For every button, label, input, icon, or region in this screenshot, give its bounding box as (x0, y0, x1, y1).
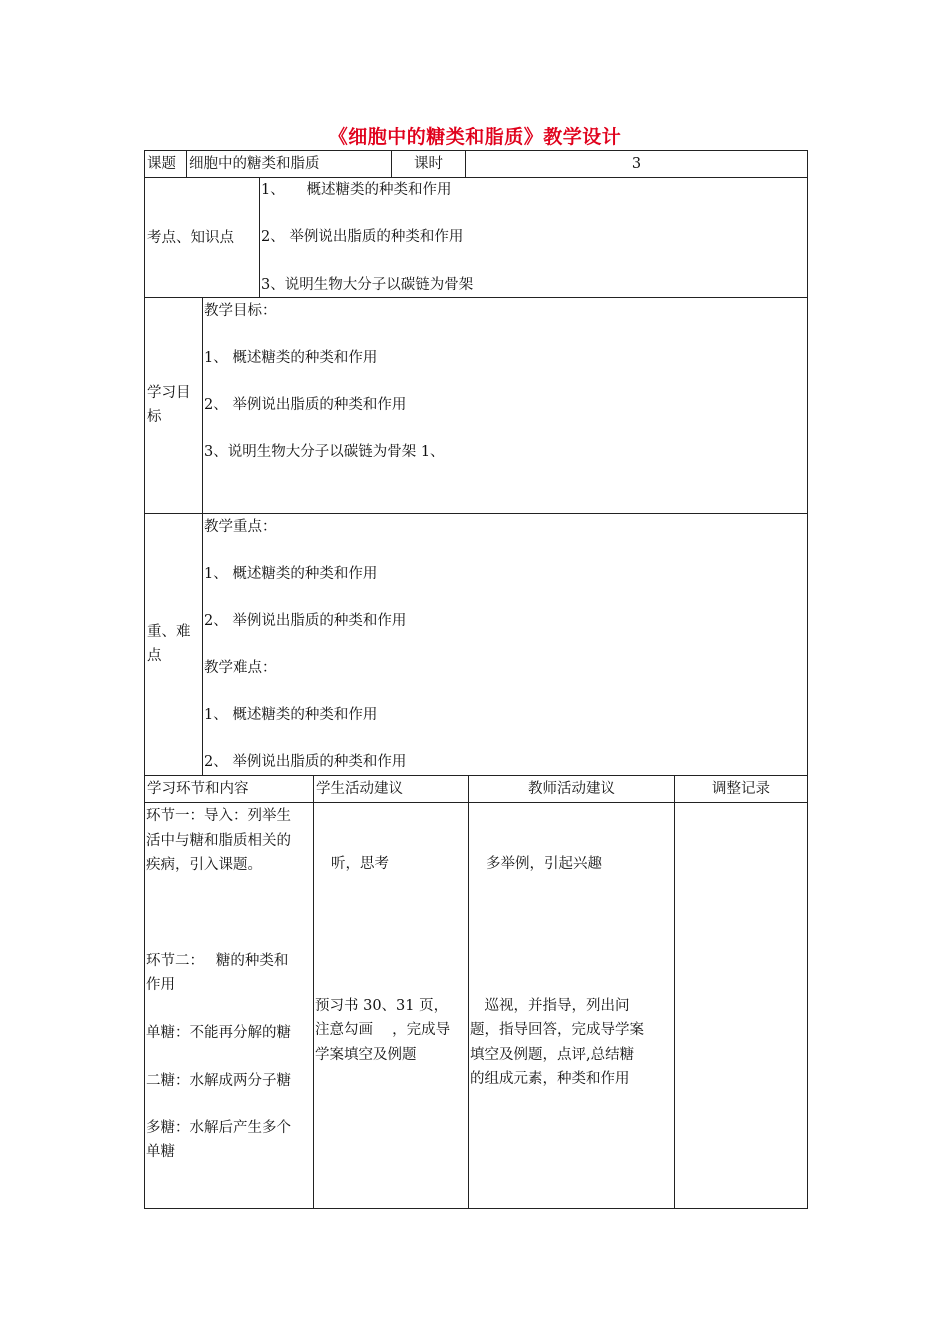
keypoints-label-line-2: 点 (147, 648, 162, 664)
knowledge-item-1: 1、 概述糖类的种类和作用 (261, 182, 452, 198)
hours-label-cell (391, 150, 466, 178)
knowledge-item-3: 3、说明生物大分子以碳链为骨架 (261, 277, 474, 293)
hours-value-cell (465, 150, 808, 178)
column-header-student (313, 775, 469, 803)
column-header-content (144, 775, 314, 803)
objectives-label-line-2: 标 (147, 409, 162, 425)
knowledge-item-2: 2、 举例说出脂质的种类和作用 (261, 229, 464, 245)
column-header-teacher (468, 775, 675, 803)
segment2-line-2: 作用 (146, 977, 175, 993)
objective-item-3: 3、说明生物大分子以碳链为骨架 1、 (204, 444, 445, 460)
segment2-teacher-line-3: 填空及例题，点评,总结糖 (470, 1047, 635, 1063)
sugar-monosaccharide: 单糖：不能再分解的糖 (146, 1025, 291, 1041)
teacher-activity-cell (468, 802, 675, 1209)
segment2-teacher-line-2: 题，指导回答，完成导学案 (470, 1022, 644, 1038)
segment2-line-1: 环节二： 糖的种类和 (146, 953, 289, 969)
segment2-teacher-line-1: 巡视，并指导，列出问 (470, 998, 630, 1014)
keypoints-label-line-1: 重、难 (147, 624, 191, 640)
student-activity-cell (313, 802, 469, 1209)
segment1-student: 听，思考 (331, 856, 389, 872)
objectives-content-cell (202, 297, 808, 514)
segment2-teacher-line-4: 的组成元素，种类和作用 (470, 1071, 630, 1087)
topic-value-cell (186, 150, 392, 178)
hours-label: 课时 (414, 156, 443, 172)
segment2-student-line-3: 学案填空及例题 (315, 1047, 417, 1063)
adjust-record-cell (674, 802, 808, 1209)
objective-item-2: 2、 举例说出脂质的种类和作用 (204, 397, 407, 413)
difficult-heading: 教学难点： (204, 660, 277, 676)
column-header-adjust-label: 调整记录 (712, 781, 770, 797)
topic-label-cell (144, 150, 187, 178)
difficult-item-2: 2、 举例说出脂质的种类和作用 (204, 754, 407, 770)
sugar-disaccharide: 二糖：水解成两分子糖 (146, 1073, 291, 1089)
segment2-student-line-1: 预习书 30、31 页， (315, 998, 449, 1014)
objectives-label-line-1: 学习目 (147, 385, 191, 401)
column-header-content-label: 学习环节和内容 (147, 781, 249, 797)
segment1-line-2: 活中与糖和脂质相关的 (146, 833, 291, 849)
objectives-label-cell (144, 297, 203, 514)
sugar-polysaccharide-line-1: 多糖：水解后产生多个 (146, 1120, 291, 1136)
knowledge-items-cell (259, 177, 808, 298)
hours-value: 3 (631, 156, 642, 172)
objective-item-1: 1、 概述糖类的种类和作用 (204, 350, 378, 366)
knowledge-label: 考点、知识点 (147, 230, 234, 246)
segment2-student-line-2: 注意勾画 ，完成导 (315, 1022, 451, 1038)
column-header-adjust (674, 775, 808, 803)
objectives-heading: 教学目标： (204, 303, 277, 319)
segment1-line-1: 环节一：导入：列举生 (146, 808, 291, 824)
key-heading: 教学重点： (204, 519, 277, 535)
keypoints-label-cell (144, 513, 203, 776)
column-header-student-label: 学生活动建议 (316, 781, 403, 797)
sugar-polysaccharide-line-2: 单糖 (146, 1144, 175, 1160)
segment1-line-3: 疾病，引入课题。 (146, 857, 262, 873)
topic-value: 细胞中的糖类和脂质 (189, 156, 320, 172)
topic-label: 课题 (147, 156, 176, 172)
document-title: 《细胞中的糖类和脂质》教学设计 (328, 126, 622, 148)
difficult-item-1: 1、 概述糖类的种类和作用 (204, 707, 378, 723)
column-header-teacher-label: 教师活动建议 (528, 781, 615, 797)
knowledge-label-cell (144, 177, 260, 298)
key-item-1: 1、 概述糖类的种类和作用 (204, 566, 378, 582)
keypoints-content-cell (202, 513, 808, 776)
segments-content-cell (144, 802, 314, 1209)
segment1-teacher: 多举例，引起兴趣 (486, 856, 602, 872)
key-item-2: 2、 举例说出脂质的种类和作用 (204, 613, 407, 629)
